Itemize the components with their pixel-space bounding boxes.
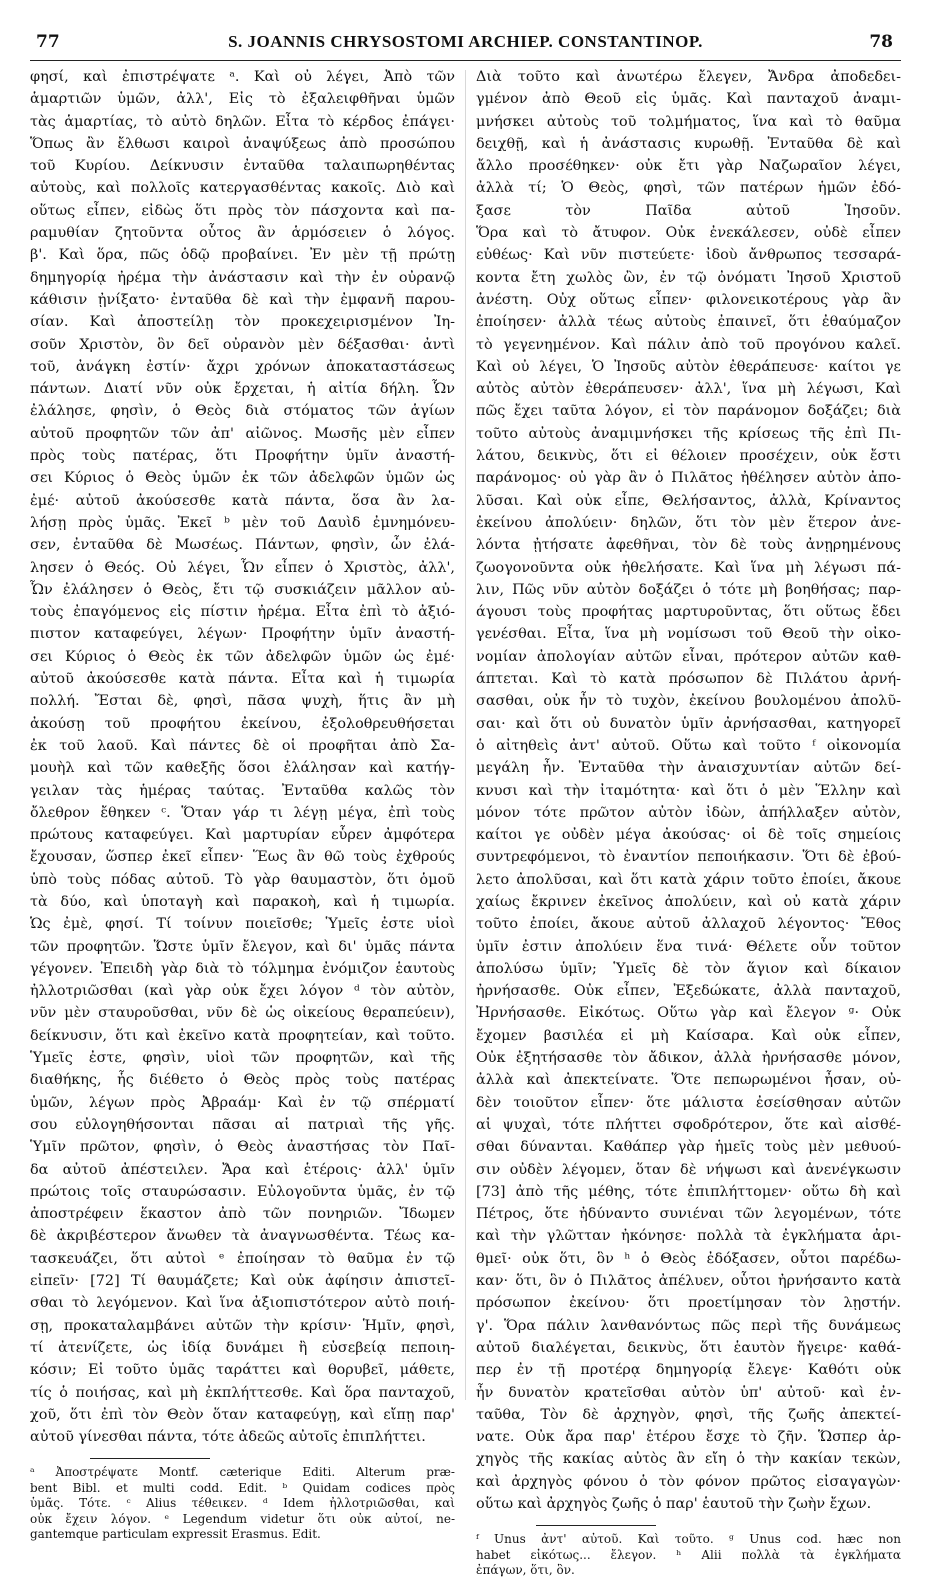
text-line: οὕτω καὶ ἀρχηγὸς ζωῆς ὁ παρ' ἑαυτοῦ τὴν ζωὴν ἔχων. [476, 1496, 872, 1512]
footnote-line: ἐπάγων, ὅτι, ὃν. [476, 1563, 575, 1578]
text-line: αἱ ψυχαὶ, τότε πλήττει σφοδρότερον, ὅτε καὶ αἰσθέ- [476, 1116, 901, 1133]
text-line: ὑμῶν, λέγων πρὸς Ἀβραάμ· Καὶ ἐν τῷ σπέρματί [30, 1094, 455, 1111]
right-column-text [476, 66, 901, 1515]
text-line: τοῦ, ἀνάγκη ἐστίν· ἄχρι χρόνων ἀποκαταστάσεως [30, 358, 455, 375]
text-line: καίτοι γε οὐδὲν μέγα ἀκούσας· οἱ δὲ τοῖς σημείοις [476, 827, 901, 844]
text-line: τῶν προφητῶν. Ὥστε ὑμῖν ἔλεγον, καὶ δι' ὑμᾶς πάντα [30, 938, 455, 955]
text-line: ἁμαρτιῶν ὑμῶν, ἀλλ', Εἰς τὸ ἐξαλειφθῆναι ὑμῶν [30, 91, 455, 108]
text-line: ἐποίησεν· ἀλλὰ τέως αὐτοὺς ἐπαινεῖ, ὅτι ἐθαύμαζον [476, 314, 901, 331]
text-line: εἰπεῖν· [72] Τί θαυμάζετε; Καὶ οὐκ ἀφίησιν ἀπιστεῖ- [30, 1273, 455, 1290]
text-line: πρώτους καταφεύγει. Καὶ μαρτυρίαν εὗρεν ἀμφότερα [30, 827, 455, 844]
text-line: περ ἐν τῇ προτέρᾳ δημηγορίᾳ ἔλεγε· Καθότι οὐκ [476, 1362, 901, 1379]
text-line: λιν, Πῶς νῦν αὐτὸν δοξάζει ὁ τότε μὴ βοηθήσας; παρ- [476, 581, 901, 598]
footnote-line: ᶠ Unus ἀντ' αὐτοῦ. Καὶ τοῦτο. ᵍ Unus cod. hæc non [476, 1532, 901, 1547]
text-line: αὐτοῦ διαλέγεται, δεικνὺς, ὅτι ἑαυτὸν ἤγειρε· καθά- [476, 1339, 901, 1356]
text-line: αὐτοῦ γίνεσθαι πάντα, τότε ἀδεῶς αὐτοῖς ἐπιπλήττει. [30, 1429, 426, 1446]
text-line: τί ἀτενίζετε, ὡς ἰδίᾳ δυνάμει ἢ εὐσεβείᾳ πεποιη- [30, 1339, 455, 1356]
book-page [30, 30, 901, 1578]
page-number-right: 78 [869, 32, 893, 52]
text-line: δείκνυσιν, ὅτι καὶ ἐκεῖνο κατὰ προφητείαν, καὶ τοῦτο. [30, 1027, 455, 1044]
left-footnote-rule [90, 1458, 210, 1459]
text-line: πιστον καταφεύγει, λέγων· Προφήτην ὑμῖν ἀναστή- [30, 626, 455, 643]
text-line: κόσιν; Εἰ τοῦτο ὑμᾶς ταράττει καὶ θορυβεῖ, μάθετε, [30, 1362, 455, 1379]
text-line: σει Κύριος ὁ Θεὸς ἐκ τῶν ἀδελφῶν ὑμῶν ὡς ἐμέ· [30, 648, 455, 665]
footnote-line: ᵃ Ἀποστρέψατε Montf. cæterique Editi. Alterum præ- [30, 1465, 455, 1480]
text-line: τασκευάζει, ὅτι αὐτοὶ ᵉ ἐποίησαν τὸ θαῦμα ἐν τῷ [30, 1250, 455, 1267]
text-line: ἐκείνου ἀπολύειν· δηλῶν, ὅτι τὸν μὲν ἕτερον ἀνε- [476, 514, 901, 531]
text-line: ἐκ τοῦ λαοῦ. Καὶ πάντες δὲ οἱ προφῆται ἀπὸ Σα- [30, 737, 455, 754]
text-line: Ἠρνήσασθε. Εἰκότως. Οὕτω γὰρ καὶ ἔλεγον ᵍ· Οὐκ [476, 1005, 901, 1022]
text-line: νῦν μὲν σταυροῦσθαι, νῦν δὲ ὡς οἰκείους θεραπεύειν), [30, 1005, 455, 1022]
text-line: σίαν. Καὶ ἀποστείλῃ τὸν προκεχειρισμένον Ἰη- [30, 314, 455, 331]
text-line: Πέτρος, ὅτε ἠδύναντο συνιέναι τῶν λεγομένων, τότε [476, 1206, 901, 1223]
text-line: δὲ ἀκριβέστερον ἄνωθεν τὰ ἀναγνωσθέντα. Τέως κα- [30, 1228, 455, 1245]
text-line: Ὅρα καὶ τὸ ἄτυφον. Οὐκ ἐνεκάλεσεν, οὐδὲ εἶπεν [476, 225, 901, 242]
column-gutter [465, 70, 466, 1400]
right-footnotes [476, 1532, 901, 1579]
text-line: Ὡς ἐμὲ, φησί. Τί τοίνυν ποιεῖσθε; Ὑμεῖς ἐστε υἱοὶ [30, 916, 455, 933]
text-line: σιν οὐδὲν λέγομεν, ὅταν δὲ νήψωσι καὶ ἀνενέγκωσιν [476, 1161, 901, 1178]
text-line: γμένον ἀπὸ Θεοῦ εἰς ὑμᾶς. Καὶ πανταχοῦ ἀναμι- [476, 91, 901, 108]
text-line: κοντα ἔτη χωλὸς ὢν, ἐν τῷ ὀνόματι Ἰησοῦ Χριστοῦ [476, 269, 901, 286]
text-line: κνυσι καὶ τὴν ἰταμότητα· καὶ ὅτι ὁ μὲν Ἕλλην καὶ [476, 782, 901, 799]
text-line: ἀκούσῃ τοῦ προφήτου ἐκείνου, ἐξολοθρευθήσεται [30, 715, 455, 732]
text-line: μνήσκει αὐτοὺς τοῦ τολμήματος, ἵνα καὶ τὸ θαῦμα [476, 113, 901, 130]
text-line: τὸ γεγενημένον. Καὶ πάλιν ἀπὸ τοῦ προγόνου καλεῖ. [476, 336, 901, 353]
text-line: πρώτοις τοῖς σταυρώσασιν. Εὐλογοῦντα ὑμᾶς, ἐν τῷ [30, 1183, 455, 1200]
text-line: ἀποστρέφειν ἕκαστον ἀπὸ τῶν πονηριῶν. Ἴδωμεν [30, 1206, 455, 1223]
text-line: νομίαν ἀπολογίαν αὐτῶν εἶναι, πρότερον αὐτῶν καθ- [476, 648, 901, 665]
text-line: δημηγορίᾳ ἠρέμα τὴν ἀνάστασιν καὶ τὴν ἐν οὐρανῷ [30, 269, 455, 286]
text-line: δὲν τοιοῦτον εἶπεν· ὅτε μάλιστα ἐσείσθησαν αὐτῶν [476, 1094, 901, 1111]
text-line: [73] ἀπὸ τῆς μέθης, τότε ἐπιπλήττομεν· οὕτω δὴ καὶ [476, 1183, 901, 1200]
text-line: τοὺς ἐπαγόμενος εἰς πίστιν ἠρέμα. Εἶτα ἐπὶ τὸ ἀξιό- [30, 604, 455, 621]
left-column-text [30, 66, 455, 1448]
text-line: δειχθῇ, καὶ ἡ ἀνάστασις κυρωθῇ. Ἐνταῦθα δὲ καὶ [476, 135, 901, 152]
text-line: ἠλλοτριῶσθαι (καὶ γὰρ οὐκ ἔχει λόγον ᵈ τὸν αὐτὸν, [30, 983, 455, 1000]
text-line: σει Κύριος ὁ Θεὸς ὑμῶν ἐκ τῶν ἀδελφῶν ὑμῶν ὡς [30, 470, 455, 487]
text-line: ὁ αἰτηθεὶς ἀντ' αὐτοῦ. Οὕτω καὶ τοῦτο ᶠ οἰκονομία [476, 737, 901, 754]
text-line: Ὧν ἐλάλησεν ὁ Θεὸς, ἔτι τῷ συσκιάζειν μᾶλλον αὐ- [30, 581, 455, 598]
text-line: ἀπολύσω ὑμῖν; Ὑμεῖς δὲ τὸν ἅγιον καὶ δίκαιον [476, 960, 901, 977]
text-line: πῶς ἔχει ταῦτα λόγον, εἰ τὸν παράνομον δοξάζει; διὰ [476, 403, 901, 420]
text-line: κάθισιν ᾐνίξατο· ἐνταῦθα δὲ καὶ τὴν ἐμφανῆ παρου- [30, 291, 455, 308]
footnote-line: bent Bibl. et multi codd. Edit. ᵇ Quidam codices πρὸς [30, 1480, 455, 1495]
text-line: τίς ὁ ποιήσας, καὶ μὴ ἐκπλήττεσθε. Καὶ ὅρα πανταχοῦ, [30, 1384, 455, 1401]
text-line: ἦν δυνατὸν κρατεῖσθαι αὐτὸν ὑπ' αὐτοῦ· καὶ ἐν- [476, 1384, 901, 1401]
text-line: ζωογονοῦντα οὐκ ἠθελήσατε. Καὶ ἵνα μὴ λέγωσι πά- [476, 559, 901, 576]
header-rule [30, 60, 901, 61]
left-footnotes [30, 1465, 455, 1543]
text-line: θμεῖ· οὐκ ὅτι, ὃν ʰ ὁ Θεὸς ἐδόξασεν, οὗτοι παρέδω- [476, 1250, 901, 1267]
text-line: Διὰ τοῦτο καὶ ἀνωτέρω ἔλεγεν, Ἄνδρα ἀποδεδει- [476, 69, 901, 85]
text-line: άγουσι τοὺς προφήτας μαρτυροῦντας, ὅτι οὕτως ἔδει [476, 604, 901, 621]
text-line: καν· ὅτι, ὃν ὁ Πιλᾶτος ἀπέλυεν, οὗτοι ἠρνήσαντο κατὰ [476, 1273, 901, 1290]
text-line: λῦσαι. Καὶ οὐκ εἶπε, Θελήσαντος, ἀλλὰ, Κρίναντος [476, 492, 901, 509]
text-line: νατε. Οὐκ ἄρα παρ' ἑτέρου ἔσχε τὸ ζῆν. Ὥσπερ ἀρ- [476, 1429, 901, 1446]
text-line: σου εὐλογηθήσονται πᾶσαι αἱ πατριαὶ τῆς γῆς. [30, 1116, 455, 1133]
text-line: καὶ τὴν γλῶτταν ἠκόνησε· πολλὰ τὰ ἐγκλήματα ἀρι- [476, 1228, 901, 1245]
right-column [476, 66, 901, 1579]
text-line: λετο ἀπολῦσαι, καὶ ὅτι κατὰ χάριν τοῦτο ἐποίει, ἄκουε [476, 871, 901, 888]
text-line: ὑμῖν ἐστιν ἀπολύειν ἕνα τινά· Θέλετε οὖν τοῦτον [476, 938, 901, 955]
running-title: S. JOANNIS CHRYSOSTOMI ARCHIEP. CONSTANTINOP. [228, 32, 703, 51]
text-line: ὄλεθρον ἔθηκεν ᶜ. Ὅταν γάρ τι λέγῃ μέγα, ἐπὶ τοὺς [30, 804, 455, 821]
text-line: χοῦ, ὅτι ἐπὶ τὸν Θεὸν ὅταν καταφεύγῃ, καὶ εἴπῃ παρ' [30, 1406, 455, 1423]
text-line: Ὑμεῖς ἐστε, φησὶν, υἱοὶ τῶν προφητῶν, καὶ τῆς [30, 1050, 455, 1067]
text-line: χηγὸς τῆς κακίας αὐτὸς ἂν εἴη ὁ τὴν κακίαν τεκὼν, [476, 1451, 901, 1468]
text-line: Καὶ οὐ λέγει, Ὁ Ἰησοῦς αὐτὸν ἐθεράπευσε· καίτοι γε [476, 358, 901, 375]
text-line: τοῦτο αὐτοὺς ἀναμιμνήσκει τῆς κρίσεως τῆς ἐπὶ Πι- [476, 425, 901, 442]
text-line: πάντων. Διατί νῦν οὐκ ἔρχεται, ἡ αἰτία δήλη. Ὧν [30, 381, 455, 398]
text-line: αὐτοὺς, καὶ πολλοῖς κατεργασθέντας κακοῖς. Διὸ καὶ [30, 180, 455, 197]
text-line: τὰ δύο, καὶ ὑποταγὴ καὶ παρακοὴ, καὶ ἡ τιμωρία. [30, 893, 455, 910]
text-line: μεγάλη ἦν. Ἐνταῦθα τὴν ἀναισχυντίαν αὐτῶν δεί- [476, 760, 901, 777]
text-line: παράνομος· οὐ γὰρ ἂν ὁ Πιλᾶτος ἠθέλησεν αὐτὸν ἀπο- [476, 470, 901, 487]
text-line: μουὴλ καὶ τῶν καθεξῆς ὅσοι ἐλάλησαν καὶ κατήγ- [30, 760, 455, 777]
text-line: ἔχουσαν, ὥσπερ ἐκεῖ εἶπεν· Ἕως ἂν θῶ τοὺς ἐχθρούς [30, 849, 455, 866]
text-line: ἀλλὰ τί; Ὁ Θεὸς, φησὶ, τῶν πατέρων ἡμῶν ἐδό- [476, 180, 901, 197]
text-line: καὶ ἀρχηγὸς φόνου ὁ τὸν φόνον πρῶτος εἰσαγαγὼν· [476, 1473, 901, 1490]
text-line: ἀνέστη. Οὐχ οὕτως εἶπεν· φιλονεικοτέρους γὰρ ἂν [476, 291, 901, 308]
text-line: ἔχομεν βασιλέα εἰ μὴ Καίσαρα. Καὶ οὐκ εἶπεν, [476, 1027, 901, 1044]
text-line: γενέσθαι. Εἶτα, ἵνα μὴ νομίσωσι τοῦ Θεοῦ τὴν οἰκο- [476, 626, 901, 643]
text-line: σθαι δύνανται. Καθάπερ γὰρ ἡμεῖς τοὺς μὲν μεθυού- [476, 1139, 901, 1156]
footnote-line: οὐκ ἔχειν λόγον. ᵉ Legendum videtur ὅτι οὐκ αὐτοί, ne- [30, 1511, 455, 1526]
text-line: μόνον τότε πρῶτον αὐτὸν ἰδὼν, ἀπήλλαξεν αὐτὸν, [476, 804, 901, 821]
text-line: ξασε τὸν Παῖδα αὐτοῦ Ἰησοῦν. [476, 202, 901, 219]
text-line: γ'. Ὅρα πάλιν λανθανόντως πῶς περὶ τῆς δυνάμεως [476, 1317, 901, 1334]
text-line: αὐτοῦ προφητῶν τῶν ἀπ' αἰῶνος. Μωσῆς μὲν εἶπεν [30, 425, 455, 442]
text-line: σασθαι, οὐκ ἦν τὸ τυχὸν, ἐκείνου βουλομένου ἀπολῦ- [476, 693, 901, 710]
text-line: λησεν ὁ Θεός. Οὐ λέγει, Ὧν εἶπεν ὁ Χριστὸς, ἀλλ', [30, 559, 455, 576]
text-line: σεν, ἐνταῦθα δὲ Μωσέως. Πάντων, φησὶν, ὧν ἐλά- [30, 537, 455, 554]
text-line: λόντα ᾐτήσατε ἀφεθῆναι, τὸν δὲ τοὺς ἀνῃρημένους [476, 537, 901, 554]
text-line: Ὑμῖν πρῶτον, φησὶν, ὁ Θεὸς ἀναστήσας τὸν Παῖ- [30, 1139, 455, 1156]
page-number-left: 77 [36, 32, 60, 52]
text-line: διαθήκης, ἧς διέθετο ὁ Θεὸς πρὸς τοὺς πατέρας [30, 1072, 455, 1089]
text-line: συντρεφόμενοι, τὸ ἐναντίον πεποιήκασιν. Ὅτι δὲ ἐβού- [476, 849, 901, 866]
text-line: ἐμέ· αὐτοῦ ἀκούσεσθε κατὰ πάντα, ὅσα ἂν λα- [30, 492, 455, 509]
text-line: Ὅπως ἂν ἔλθωσι καιροὶ ἀναψύξεως ἀπὸ προσώπου [30, 135, 455, 152]
text-line: εὐθέως· Καὶ νῦν πιστεύετε· ἰδοὺ ἄνθρωπος τεσσαρά- [476, 247, 901, 264]
left-column [30, 66, 455, 1543]
right-footnote-rule [536, 1525, 656, 1526]
text-line: Οὐκ ἐξητήσασθε τὸν ἄδικον, ἀλλὰ ἠρνήσασθε μόνον, [476, 1050, 901, 1067]
text-line: ἠρνήσασθε. Οὐκ εἶπεν, Ἐξεδώκατε, ἀλλὰ πανταχοῦ, [476, 983, 901, 1000]
text-line: πρόσωπον ἐκείνου· ὅτι προετίμησαν τὸν λῃστήν. [476, 1295, 901, 1312]
text-line: τὰς ἁμαρτίας, τὸ αὐτὸ δηλῶν. Εἶτα τὸ κέρδος ἐπάγει· [30, 113, 455, 130]
text-line: ἀλλὰ καὶ ἀπεκτείνατε. Ὅτε πεπωρωμένοι ἦσαν, οὐ- [476, 1072, 901, 1089]
text-line: σῃ, προκαταλαμβάνει αὐτῶν τὴν κρίσιν· Ἡμῖν, φησὶ, [30, 1317, 455, 1334]
text-line: τοῦ Κυρίου. Δείκνυσιν ἐνταῦθα ταλαιπωρηθέντας [30, 158, 455, 175]
text-line: λάτου, δεικνὺς, ὅτι εἰ θέλοιεν προσέχειν, οὐκ ἔστι [476, 448, 901, 465]
text-line: πολλή. Ἔσται δὲ, φησὶ, πᾶσα ψυχὴ, ἥτις ἂν μὴ [30, 693, 455, 710]
text-line: φησί, καὶ ἐπιστρέψατε ᵃ. Καὶ οὐ λέγει, Ἀπὸ τῶν [30, 69, 455, 85]
text-line: ραμυθίαν ζητοῦντα οὗτος ἂν ἁρμόσειεν ὁ λόγος. [30, 225, 455, 242]
text-line: β'. Καὶ ὅρα, πῶς ὁδῷ προβαίνει. Ἐν μὲν τῇ πρώτῃ [30, 247, 455, 264]
text-line: άπτεται. Καὶ τὸ κατὰ πρόσωπον δὲ Πιλάτου ἀρνή- [476, 671, 901, 688]
text-line: τοῦτο ἐποίει, ἄκουε αὐτοῦ ἀλλαχοῦ λέγοντος· Ἔθος [476, 916, 901, 933]
text-line: γέγονεν. Ἐπειδὴ γὰρ διὰ τὸ τόλμημα ἐνόμιζον ἑαυτοὺς [30, 960, 455, 977]
text-line: χαίως ἔκρινεν ἐκεῖνος ἀπολύειν, καὶ οὐ κατὰ χάριν [476, 893, 901, 910]
text-line: ταῦθα, Τὸν δὲ ἀρχηγὸν, φησὶ, τῆς ζωῆς ἀπεκτεί- [476, 1406, 901, 1423]
text-line: ἄλλο προσέθηκεν· οὐκ ἔτι γὰρ Ναζωραῖον λέγει, [476, 158, 901, 175]
text-line: ἐλάλησε, φησὶν, ὁ Θεὸς διὰ στόματος τῶν ἁγίων [30, 403, 455, 420]
running-header [30, 30, 901, 58]
text-line: λήσῃ πρὸς ὑμᾶς. Ἐκεῖ ᵇ μὲν τοῦ Δαυὶδ ἐμνημόνευ- [30, 514, 455, 531]
text-line: πρὸς τοὺς πατέρας, ὅτι Προφήτην ὑμῖν ἀναστή- [30, 448, 455, 465]
text-line: αὐτοῦ ἀκούσεσθε κατὰ πάντα. Εἶτα καὶ ἡ τιμωρία [30, 671, 455, 688]
text-line: οὕτως εἶπεν, εἰδὼς ὅτι πρὸς τὸν πάσχοντα καὶ πα- [30, 202, 455, 219]
text-line: δα αὐτοῦ ἀπέστειλεν. Ἄρα καὶ ἑτέροις· ἀλλ' ὑμῖν [30, 1161, 455, 1178]
text-line: σοῦν Χριστὸν, ὃν δεῖ οὐρανὸν μὲν δέξασθαι· ἀντὶ [30, 336, 455, 353]
footnote-line: habet εἰκότως... ἔλεγον. ʰ Alii πολλὰ τὰ ἐγκλήματα [476, 1547, 901, 1562]
text-line: γειλαν τὰς ἡμέρας ταύτας. Ἐνταῦθα καλῶς τὸν [30, 782, 455, 799]
text-line: σαι· καὶ ὅτι οὐ δυνατὸν ὑμῖν ἀρνήσασθαι, κατηγορεῖ [476, 715, 901, 732]
text-line: αὐτὸς αὐτὸν ἐθεράπευσεν· ἀλλ', ἵνα μὴ λέγωσι, Καὶ [476, 381, 901, 398]
footnote-line: ὑμᾶς. Τότε. ᶜ Alius τέθεικεν. ᵈ Idem ἠλλοτριῶσθαι, καὶ [30, 1496, 455, 1511]
text-line: σθαι τὸ λεγόμενον. Καὶ ἵνα ἀξιοπιστότερον αὐτὸ ποιή- [30, 1295, 455, 1312]
text-line: ὑπὸ τοὺς πόδας αὐτοῦ. Τὸ γὰρ θαυμαστὸν, ὅτι ὁμοῦ [30, 871, 455, 888]
footnote-line: gantemque particulam expressit Erasmus. Edit. [30, 1527, 321, 1542]
